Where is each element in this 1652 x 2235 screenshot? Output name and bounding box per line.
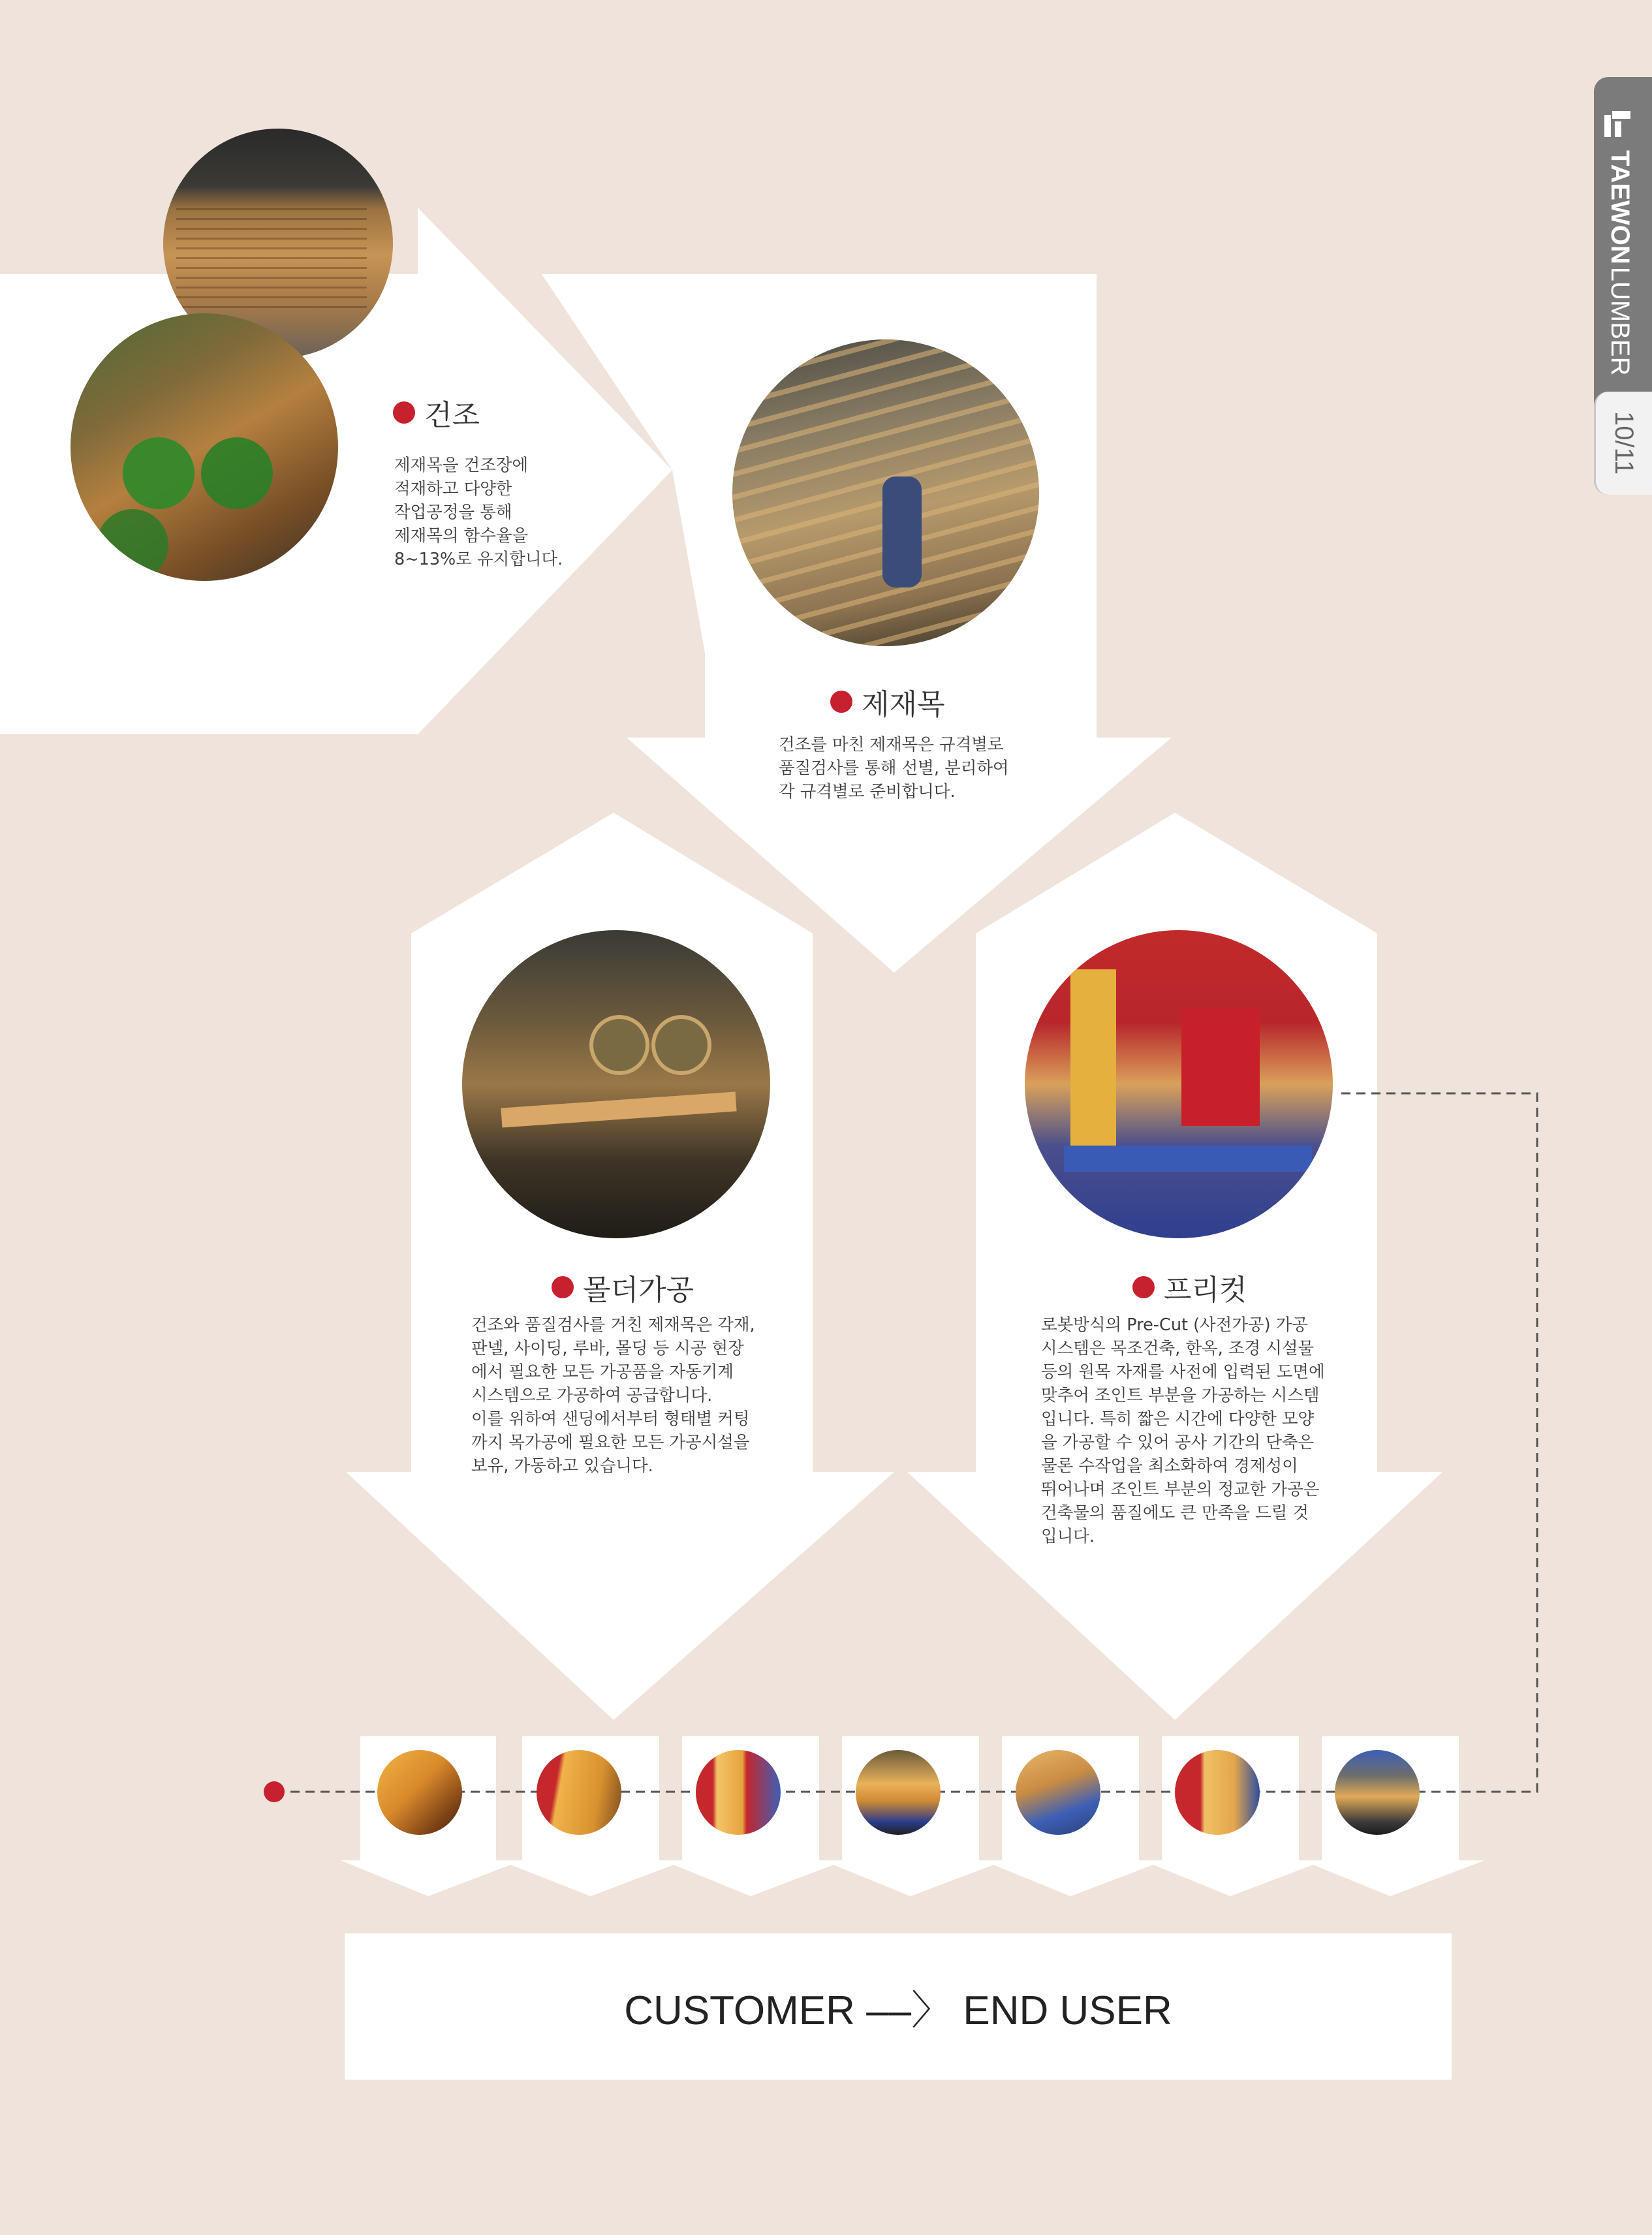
desc-line: 제재목의 함수율을 — [394, 526, 529, 546]
step-desc-lumber — [779, 733, 1009, 804]
step-title-lumber — [830, 681, 945, 723]
brand-wordmark — [1605, 150, 1634, 376]
bullet-dot — [552, 1276, 574, 1298]
step-title-text: 프리컷 — [1164, 1274, 1247, 1307]
step-title-moulder — [552, 1266, 694, 1308]
product-thumb — [1016, 1750, 1100, 1835]
drying-lumber-photo — [70, 313, 338, 581]
step-desc-moulder — [471, 1313, 755, 1478]
desc-line: 로봇방식의 Pre-Cut (사전가공) 가공 — [1041, 1315, 1308, 1335]
step-title-precut — [1132, 1266, 1247, 1308]
page-number-text: 10/11 — [1610, 411, 1638, 475]
desc-line: 이를 위하여 샌딩에서부터 형태별 커팅 — [471, 1409, 750, 1429]
desc-line: 에서 필요한 모든 가공품을 자동기계 — [471, 1362, 734, 1382]
brand-suffix: LUMBER — [1606, 266, 1634, 376]
desc-line: 건조와 품질검사를 거친 제재목은 각재, — [471, 1315, 755, 1335]
desc-line: 건축물의 품질에도 큰 만족을 드릴 것 — [1041, 1503, 1309, 1523]
customer-end-user-label: CUSTOMER ––〉 END USER — [624, 1988, 1172, 2033]
desc-line: 각 규격별로 준비합니다. — [779, 782, 956, 802]
step-title-drying — [393, 392, 480, 433]
desc-line: 입니다. 특히 짧은 시간에 다양한 모양 — [1041, 1409, 1315, 1429]
bullet-dot — [830, 691, 852, 713]
step-title-text: 제재목 — [862, 688, 945, 721]
customer-end-user-box — [345, 1933, 1452, 2080]
desc-line: 보유, 가동하고 있습니다. — [471, 1456, 653, 1476]
product-thumb — [696, 1750, 781, 1835]
desc-line: 맞추어 조인트 부분을 가공하는 시스템 — [1041, 1386, 1320, 1405]
desc-line: 을 가공할 수 있어 공사 기간의 단축은 — [1041, 1433, 1315, 1452]
desc-line: 작업공정을 통해 — [394, 503, 512, 522]
desc-line: 까지 목가공에 필요한 모든 가공시설을 — [471, 1433, 750, 1452]
desc-line: 물론 수작업을 최소화하여 경제성이 — [1041, 1456, 1298, 1476]
moulder-machine-photo — [462, 930, 770, 1238]
product-thumb — [537, 1750, 621, 1835]
product-thumb — [377, 1750, 462, 1835]
desc-line: 입니다. — [1041, 1527, 1095, 1546]
desc-line: 건조를 마친 제재목은 규격별로 — [779, 735, 1004, 755]
sawmill-sorting-photo — [732, 339, 1039, 646]
step-desc-drying — [394, 454, 563, 571]
desc-line: 시스템은 목조건축, 한옥, 조경 시설물 — [1041, 1339, 1315, 1358]
desc-line: 제재목을 건조장에 — [394, 456, 529, 475]
desc-line: 판넬, 사이딩, 루바, 몰딩 등 시공 현장 — [471, 1339, 744, 1358]
step-title-text: 몰더가공 — [583, 1274, 694, 1307]
desc-line: 시스템으로 가공하여 공급합니다. — [471, 1386, 713, 1405]
product-thumb — [856, 1750, 941, 1835]
desc-line: 적재하고 다양한 — [394, 479, 512, 499]
bullet-dot — [393, 401, 415, 424]
desc-line: 뛰어나며 조인트 부분의 정교한 가공은 — [1041, 1480, 1320, 1499]
desc-line: 품질검사를 통해 선별, 분리하여 — [779, 758, 1009, 778]
desc-line: 등의 원목 자재를 사전에 입력된 도면에 — [1041, 1362, 1325, 1382]
brand-logo-icon — [1604, 111, 1630, 137]
brand-name: TAEWON — [1606, 150, 1634, 264]
step-title-text: 건조 — [424, 399, 480, 432]
desc-line: 8~13%로 유지합니다. — [394, 550, 563, 569]
product-thumb — [1335, 1750, 1420, 1835]
page-number — [1609, 411, 1638, 475]
bullet-dot — [1132, 1276, 1155, 1298]
precut-machine-photo — [1025, 930, 1333, 1238]
step-desc-precut — [1041, 1313, 1325, 1548]
product-thumb — [1175, 1750, 1260, 1835]
